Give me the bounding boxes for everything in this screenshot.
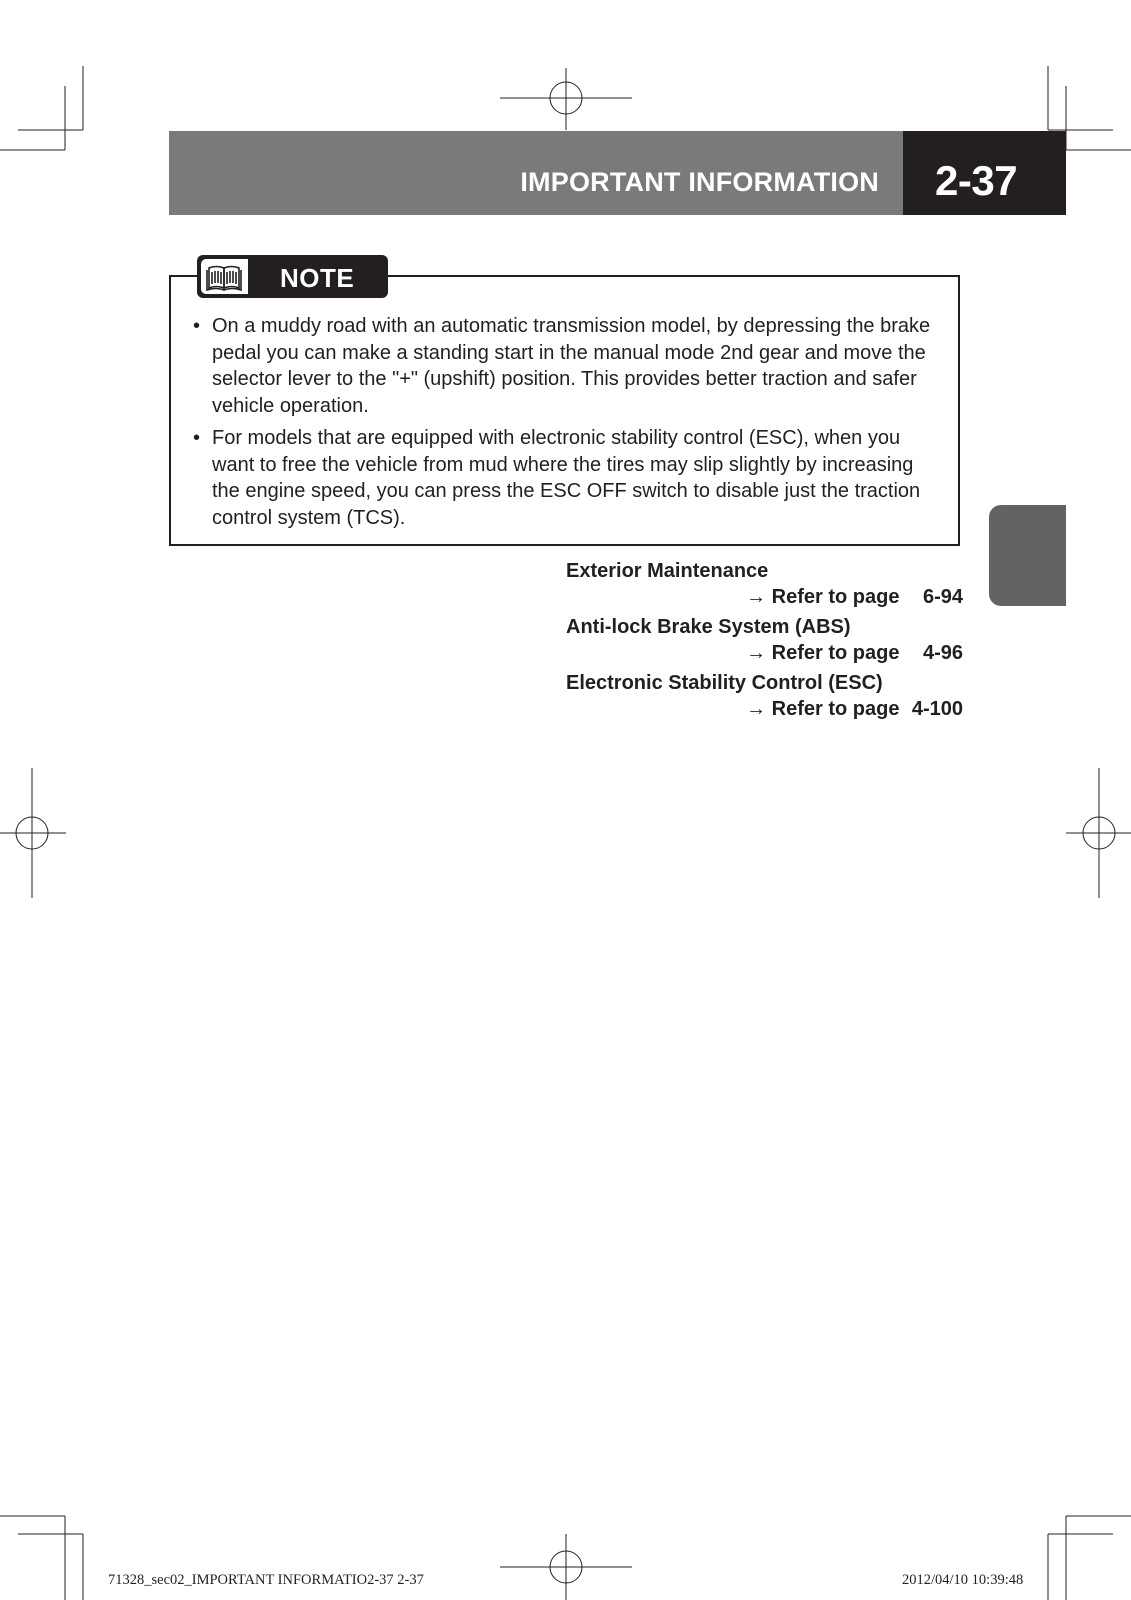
reference-title: Anti-lock Brake System (ABS) <box>566 616 851 638</box>
reference-refer-text: → Refer to page <box>746 586 900 608</box>
footer-timestamp: 2012/04/10 10:39:48 <box>902 1572 1024 1588</box>
page-number-box <box>903 131 1066 215</box>
page-number: 2-37 <box>935 157 1018 204</box>
book-icon <box>201 259 248 294</box>
reference-title: Exterior Maintenance <box>566 560 769 582</box>
bullet-dot-icon: • <box>193 315 201 337</box>
footer-file-info: 71328_sec02_IMPORTANT INFORMATIO2-37 2-37 <box>108 1572 424 1588</box>
note-bullet-text: On a muddy road with an automatic transmission model, by depressing the brake pedal you can make a standing start in the manual mode 2nd gear and move the selector lever to the "+" (upshift) position. This provides better traction and safer vehicle operation. <box>212 315 931 417</box>
note-bullet-list <box>193 313 943 537</box>
note-bullet <box>193 313 943 419</box>
reference-page-number: 6-94 <box>922 586 963 608</box>
section-side-tab <box>989 505 1066 606</box>
reference-page-number: 4-100 <box>911 698 963 720</box>
reference-page-number: 4-96 <box>922 642 963 664</box>
note-header <box>197 255 388 298</box>
reference-title: Electronic Stability Control (ESC) <box>566 672 883 694</box>
reference-link[interactable] <box>566 696 963 726</box>
section-title: IMPORTANT INFORMATION <box>520 167 879 197</box>
reference-link[interactable] <box>566 584 963 614</box>
section-header <box>169 131 903 215</box>
note-bullet-text: For models that are equipped with electronic stability control (ESC), when you want to free the vehicle from mud where the tires may slip slightly by increasing the engine speed, you can press the ESC OFF switch to disable just the traction control system (TCS). <box>212 427 921 529</box>
note-label: NOTE <box>280 263 355 293</box>
note-bullet <box>193 425 943 531</box>
bullet-dot-icon: • <box>193 427 201 449</box>
reference-link[interactable] <box>566 640 963 670</box>
reference-refer-text: → Refer to page <box>746 642 900 664</box>
reference-refer-text: → Refer to page <box>746 698 900 720</box>
cross-references <box>566 558 963 726</box>
